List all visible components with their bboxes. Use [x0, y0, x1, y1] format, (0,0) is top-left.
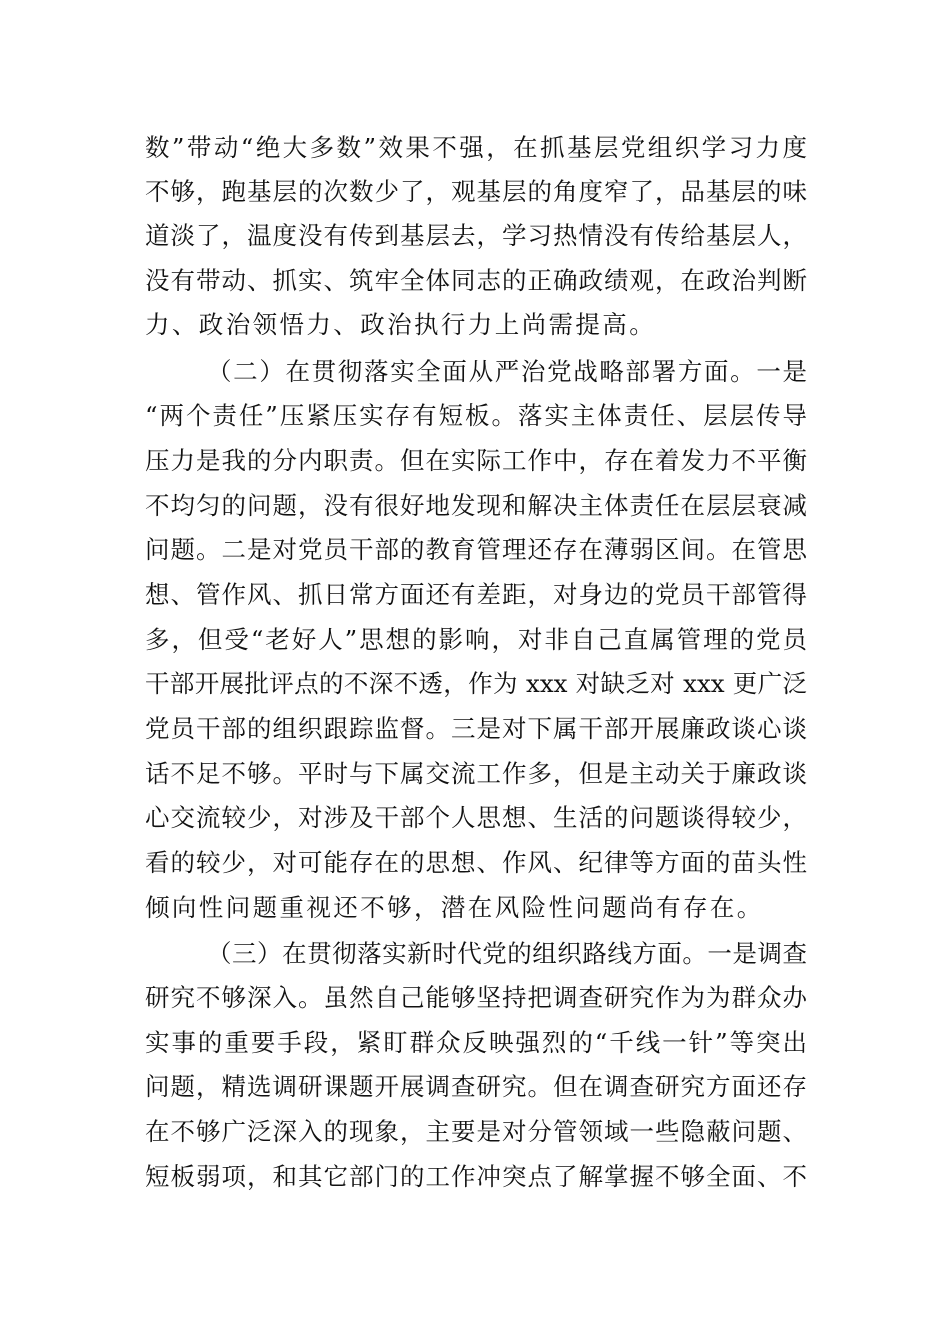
text-line: 干部开展批评点的不深不透，作为 xxx 对缺乏对 xxx 更广泛: [145, 669, 807, 698]
text-line: 不均匀的问题，没有很好地发现和解决主体责任在层层衰减: [145, 491, 807, 520]
text-line: 话不足不够。平时与下属交流工作多，但是主动关于廉政谈: [145, 759, 807, 788]
text-line: 倾向性问题重视还不够，潜在风险性问题尚有存在。: [145, 893, 764, 922]
text-line: 数”带动“绝大多数”效果不强，在抓基层党组织学习力度: [145, 133, 807, 162]
text-line: 压力是我的分内职责。但在实际工作中，存在着发力不平衡: [145, 446, 807, 475]
text-line: 心交流较少，对涉及干部个人思想、生活的问题谈得较少，: [145, 803, 807, 832]
text-line: 短板弱项，和其它部门的工作冲突点了解掌握不够全面、不: [145, 1162, 807, 1191]
text-line: 问题。二是对党员干部的教育管理还存在薄弱区间。在管思: [145, 535, 807, 564]
text-line: 实事的重要手段，紧盯群众反映强烈的“千线一针”等突出: [145, 1028, 807, 1057]
text-line: 想、管作风、抓日常方面还有差距，对身边的党员干部管得: [145, 580, 807, 609]
text-line: 没有带动、抓实、筑牢全体同志的正确政绩观，在政治判断: [145, 266, 807, 295]
paragraph-heading-line: （二）在贯彻落实全面从严治党战略部署方面。一是: [207, 357, 807, 386]
text-line: 不够，跑基层的次数少了，观基层的角度窄了，品基层的味: [145, 177, 807, 206]
text-line: 研究不够深入。虽然自己能够坚持把调查研究作为为群众办: [145, 983, 807, 1012]
text-line: 在不够广泛深入的现象，主要是对分管领域一些隐蔽问题、: [145, 1117, 807, 1146]
text-line: 看的较少，对可能存在的思想、作风、纪律等方面的苗头性: [145, 848, 807, 877]
paragraph-heading-line: （三）在贯彻落实新时代党的组织路线方面。一是调查: [207, 939, 807, 968]
text-line: “两个责任”压紧压实存有短板。落实主体责任、层层传导: [145, 401, 807, 430]
text-line: 问题，精选调研课题开展调查研究。但在调查研究方面还存: [145, 1072, 807, 1101]
text-line: 多，但受“老好人”思想的影响，对非自己直属管理的党员: [145, 625, 807, 654]
text-line: 道淡了，温度没有传到基层去，学习热情没有传给基层人，: [145, 221, 807, 250]
text-line: 力、政治领悟力、政治执行力上尚需提高。: [145, 310, 657, 339]
text-line: 党员干部的组织跟踪监督。三是对下属干部开展廉政谈心谈: [145, 714, 807, 743]
